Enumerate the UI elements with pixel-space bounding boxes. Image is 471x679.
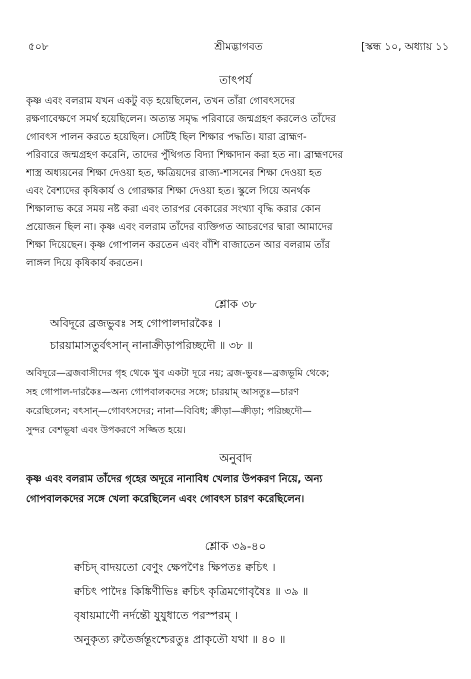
verse-38-synonyms: [26, 364, 451, 440]
verse-38-heading: শ্লোক ৩৮: [214, 297, 257, 311]
purport-line: কৃষ্ণ এবং বলরাম যখন একটু বড় হয়েছিলেন, তখন তাঁরা গোবৎসদের: [26, 96, 296, 107]
translation-line: কৃষ্ণ এবং বলরাম তাঁদের গৃহের অদূরে নানাবিধ খেলার উপকরণ নিয়ে, অন্য: [26, 474, 323, 485]
purport-line: শাস্ত্র অধ্যয়নের শিক্ষা দেওয়া হত, ক্ষত্রিয়দের রাজ্য-শাসনের শিক্ষা দেওয়া হত: [26, 168, 322, 179]
verse-39-40-heading: শ্লোক ৩৯-৪০: [204, 539, 267, 553]
verse-39-40-text: [74, 556, 445, 652]
verse-line: চারয়ামাসতুর্বৎসান্ নানাক্রীড়াপরিচ্ছদৌ ॥ ৩৮ ॥: [50, 339, 253, 352]
translation-heading: অনুবাদ: [219, 451, 252, 465]
purport-text: [26, 93, 451, 273]
verse-line: বৃষায়মাণৌ নর্দন্তৌ যুযুধাতে পরস্পরম্ ।: [74, 609, 238, 622]
purport-line: গোবৎস পালন করতে হয়েছিল। সেটিই ছিল শিক্ষার পদ্ধতি। যারা ব্রাহ্মণ-: [26, 132, 307, 143]
purport-line: লাঙ্গল দিয়ে কৃষিকার্য করতেন।: [26, 258, 143, 269]
purport-heading: তাৎপর্য: [219, 73, 252, 87]
chapter-reference: [স্কন্ধ ১০, অধ্যায় ১১: [361, 41, 449, 53]
verse-line: ক্বচিদ্ বাদয়তো বেণুং ক্ষেপণৈঃ ক্ষিপতঃ ক্বচিৎ ।: [74, 561, 276, 574]
purport-line: শিক্ষালাভ করে সময় নষ্ট করা এবং তারপর বেকারের সংখ্যা বৃদ্ধি করার কোন: [26, 204, 321, 215]
synonym-line: অবিদূরে—ব্রজবাসীদের গৃহ থেকে খুব একটা দূরে নয়; ব্রজ-ভুবঃ—ব্রজভূমি থেকে;: [26, 368, 330, 379]
purport-line: শিক্ষা দিয়েছেন। কৃষ্ণ গোপালন করতেন এবং বাঁশি বাজাতেন আর বলরাম তাঁর: [26, 240, 331, 251]
page-header: [28, 40, 449, 56]
page-number: ৫০৮: [28, 41, 49, 53]
verse-38-text: [50, 313, 445, 357]
verse-line: অনুকৃত্য রুতৈর্জন্তূংশ্চেরতুঃ প্রাকৃতৌ যথা ॥ ৪০ ॥: [74, 633, 286, 646]
translation-text: [26, 470, 451, 510]
book-title: শ্রীমদ্ভাগবত: [214, 41, 263, 53]
purport-line: এবং বৈশ্যদের কৃষিকার্য ও গোরক্ষার শিক্ষা দেওয়া হত। স্কুলে গিয়ে অনর্থক: [26, 186, 311, 197]
synonym-line: সহ গোপাল-দারকৈঃ—অন্য গোপবালকদের সঙ্গে; চারয়াম্ আসতুঃ—চারণ: [26, 387, 300, 398]
synonym-line: সুন্দর বেশভূষা এবং উপকরণে সজ্জিত হয়ে।: [26, 425, 186, 436]
translation-line: গোপবালকদের সঙ্গে খেলা করেছিলেন এবং গোবৎস চারণ করেছিলেন।: [26, 494, 305, 505]
purport-line: প্রয়োজন ছিল না। কৃষ্ণ এবং বলরাম তাঁদের ব্যক্তিগত আচরণের দ্বারা আমাদের: [26, 222, 333, 233]
verse-line: অবিদূরে ব্রজভুবঃ সহ গোপালদারকৈঃ ।: [50, 317, 221, 330]
verse-line: ক্বচিৎ পাদৈঃ কিঙ্কিণীভিঃ ক্বচিৎ কৃত্রিমগোবৃষৈঃ ॥ ৩৯ ॥: [74, 585, 309, 598]
purport-line: পরিবারে জন্মগ্রহণ করেনি, তাদের পুঁথিগত বিদ্যা শিক্ষাদান করা হত না। ব্রাহ্মণদের: [26, 150, 344, 161]
synonym-line: করেছিলেন; বৎসান্—গোবৎসদের; নানা—বিবিধ; ক্রীড়া—ক্রীড়া; পরিচ্ছদৌ—: [26, 406, 312, 417]
purport-line: রক্ষণাবেক্ষণে সমর্থ হয়েছিলেন। অত্যন্ত সমৃদ্ধ পরিবারে জন্মগ্রহণ করলেও তাঁদের: [26, 114, 336, 125]
